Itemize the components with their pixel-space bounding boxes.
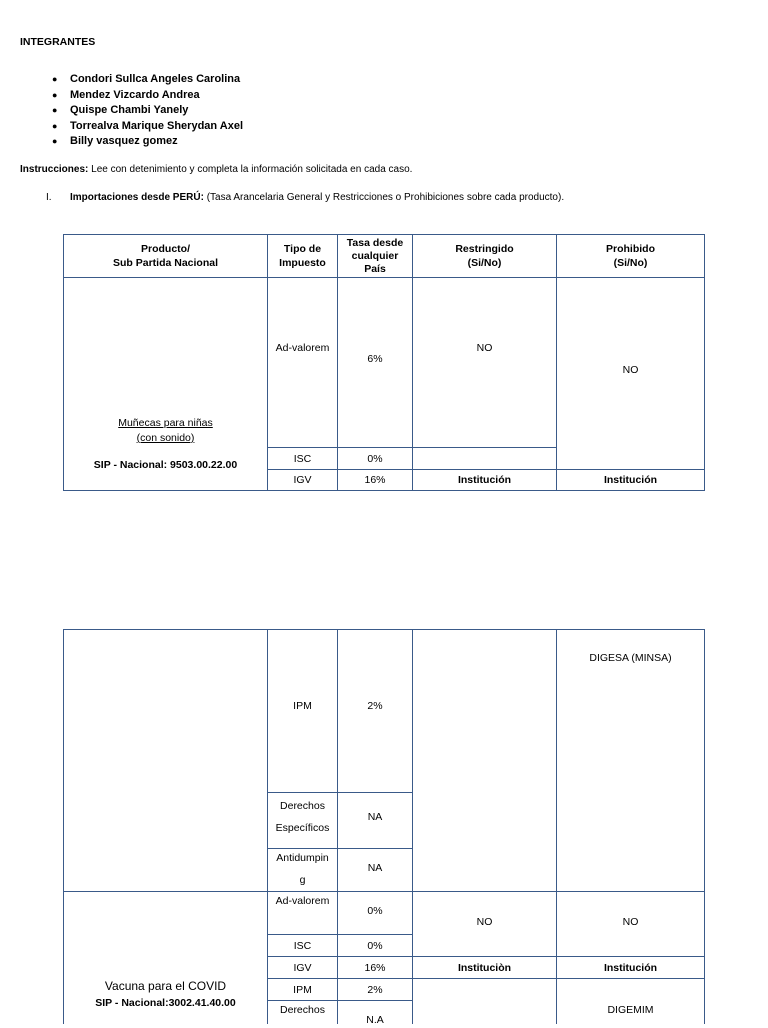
header-product-line: Sub Partida Nacional [112,257,219,269]
tax-type-ipm: IPM [293,983,312,996]
tax-type-advalorem: Ad-valorem [275,342,330,354]
institution-prohibited: Institución [603,474,658,486]
rate-advalorem: 0% [367,905,383,917]
institution-digesa: DIGESA (MINSA) [589,652,672,664]
section-label: Importaciones desde PERÚ: [70,192,204,203]
institution-digemim: DIGEMIM [607,1004,654,1016]
list-item: ● Mendez Vizcardo Andrea [52,88,243,104]
product-code: SIP - Nacional: 9503.00.22.00 [93,459,238,471]
tax-type-isc: ISC [293,452,312,465]
header-tax-line: Tipo de [283,243,322,255]
header-tax-line: Impuesto [279,257,326,269]
rate-isc: 0% [367,939,383,952]
tax-type-ipm: IPM [293,700,312,712]
restricted-value: NO [476,916,493,928]
rate-antidumping: NA [367,862,383,874]
section-number: I. [46,192,52,203]
product-code: SIP - Nacional:3002.41.40.00 [95,997,236,1009]
institution-restricted: Instituciòn [457,961,512,974]
product-name: Muñecas para niñas [118,417,213,429]
prohibited-value: NO [622,364,639,376]
instructions [20,164,412,175]
header-rate-line: Tasa desde [346,236,404,249]
institution-restricted: Institución [457,474,512,486]
rate-igv: 16% [364,474,386,486]
tax-type-derechos: Derechos [280,1004,325,1016]
rate-advalorem: 6% [367,353,383,365]
tax-type-antidumping: Antidumpin [276,852,329,864]
list-item: ● Torrealva Marique Sherydan Axel [52,119,243,135]
rate-isc: 0% [367,452,383,465]
list-item: ● Condori Sullca Angeles Carolina [52,72,243,88]
section-heading: INTEGRANTES [20,36,96,48]
instructions-label: Instrucciones: [20,164,89,175]
rate-derechos: NA [367,811,383,823]
header-tax-type [268,235,337,277]
rate-derechos: N.A [366,1014,384,1026]
list-item: ● Quispe Chambi Yanely [52,103,243,119]
rate-ipm: 2% [367,700,383,712]
tax-type-igv: IGV [293,474,312,486]
institution-prohibited: Institución [603,961,658,974]
header-prohibited-line: Prohibido [606,243,655,255]
rate-ipm: 2% [367,983,383,996]
section-text: (Tasa Arancelaria General y Restricciones o Prohibiciones sobre cada producto). [203,192,565,203]
tax-type-igv: IGV [293,961,312,974]
restricted-value: NO [476,342,493,354]
header-restricted-line: (Si/No) [467,257,502,269]
list-item: ● Billy vasquez gomez [52,134,243,150]
header-product [64,235,267,277]
header-rate-line: País [364,262,386,275]
header-rate [338,235,412,277]
members-list [52,72,243,150]
rate-igv: 16% [364,961,386,974]
header-product-line: Producto/ [141,243,190,255]
tax-type-derechos: Derechos [280,800,325,812]
tax-type-antidumping-detail: g [299,874,306,886]
header-prohibited [557,235,704,277]
tax-type-derechos-detail: Específicos [275,822,330,834]
header-prohibited-line: (Si/No) [613,257,648,269]
product-name: Vacuna para el COVID [104,979,227,993]
header-restricted-line: Restringido [455,243,514,255]
product-name-detail: (con sonido) [136,432,195,444]
section-1-title [46,192,564,203]
tax-type-isc: ISC [293,939,312,952]
tax-type-advalorem: Ad-valorem [275,895,330,907]
header-rate-line: cualquier [351,249,399,262]
instructions-text: Lee con detenimiento y completa la información solicitada en cada caso. [88,164,413,175]
prohibited-value: NO [622,916,639,928]
header-restricted [413,235,556,277]
